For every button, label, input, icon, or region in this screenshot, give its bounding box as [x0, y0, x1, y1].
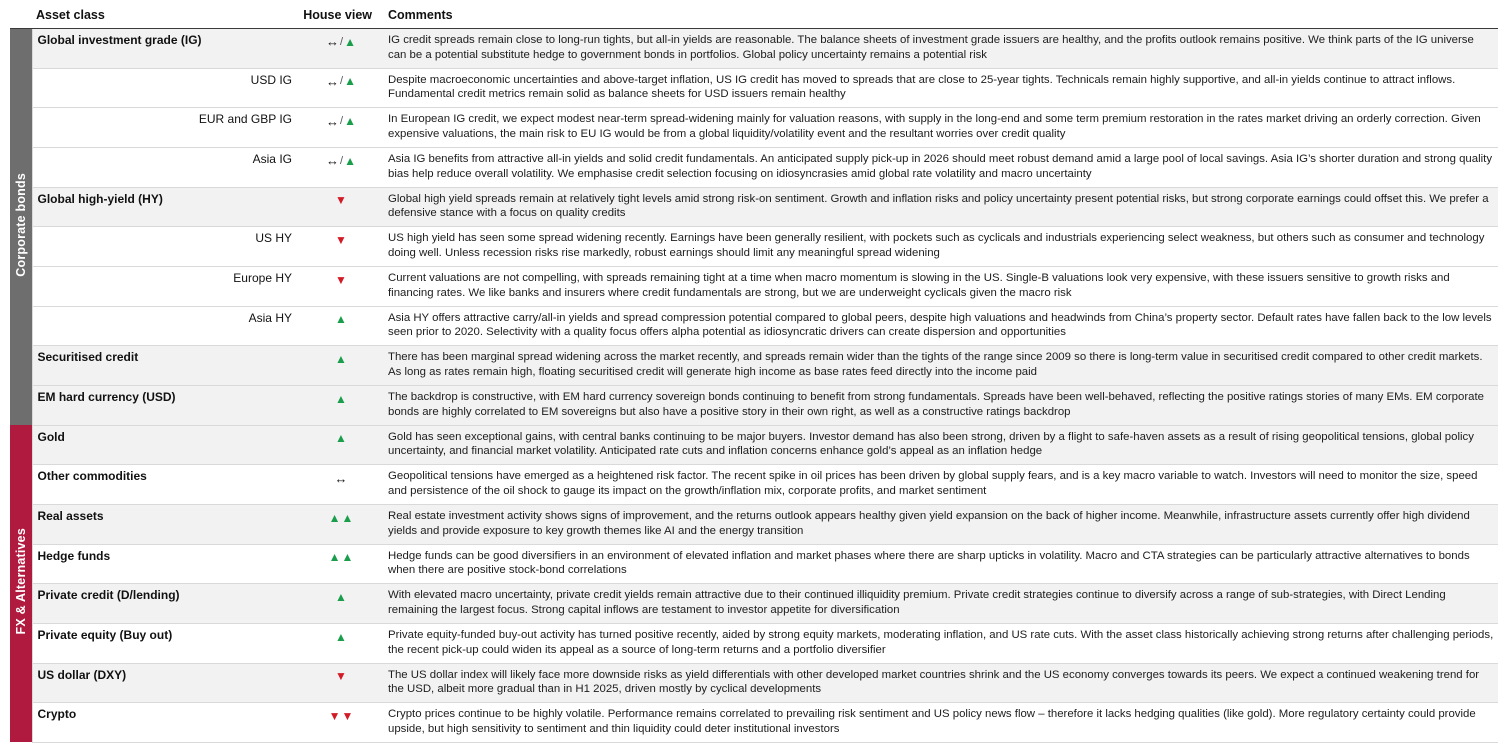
- comments-cell: In European IG credit, we expect modest near-term spread-widening mainly for valuation reasons, with supply in the long-end and some term premium restoration in the rates market driving an orderly correction. Given expensive valuations, the main risk to EU IG would be from a global liquidity/volatility event and the resultant worries over credit quality: [380, 108, 1498, 148]
- table-row: [10, 108, 1498, 148]
- house-view-table: [10, 8, 1498, 743]
- arrow-flat-icon: ↔: [326, 34, 340, 50]
- house-view-cell: [302, 465, 380, 505]
- comments-cell: Despite macroeconomic uncertainties and above-target inflation, US IG credit has moved to spreads that are close to 25-year tights. Technicals remain highly supportive, and all-in yields continue to attract inflows. Fundamental credit metrics remain solid as balance sheets for USD issuers remain healthy: [380, 68, 1498, 108]
- house-view-cell: [302, 187, 380, 227]
- table-row: [10, 227, 1498, 267]
- house-view-cell: [302, 425, 380, 465]
- table-header: [10, 8, 1498, 29]
- arrow-up-icon: ▲: [335, 352, 347, 367]
- table-row: [10, 465, 1498, 505]
- table-row: [10, 504, 1498, 544]
- house-view-cell: [302, 306, 380, 346]
- arrow-up-icon: ▲: [344, 153, 356, 168]
- table-body: [10, 29, 1498, 743]
- arrow-down-icon: ▼: [335, 272, 347, 287]
- arrow-up-icon: ▲: [335, 629, 347, 644]
- arrow-up-icon: ▲: [335, 431, 347, 446]
- arrow-down-icon: ▼: [335, 669, 347, 684]
- table-row: [10, 703, 1498, 743]
- comments-cell: Asia IG benefits from attractive all-in yields and solid credit fundamentals. An anticipated supply pick-up in 2026 should meet robust demand amid a large pool of local savings. Asia IG’s shorter duration and strong quality bias help reduce overall volatility. We emphasise credit selection focusing on idiosyncrasies amid global rate volatility and macro uncertainty: [380, 147, 1498, 187]
- house-view-cell: [302, 584, 380, 624]
- comments-cell: Real estate investment activity shows signs of improvement, and the returns outlook appears healthy given yield expansion on the back of higher income. Meanwhile, infrastructure assets currently offer high dividend yields and provide exposure to key growth themes like AI and the energy transition: [380, 504, 1498, 544]
- comments-cell: US high yield has seen some spread widening recently. Earnings have been generally resilient, with pockets such as cyclicals and industrials experiencing select weakness, but others such as consumer and technology doing well. Unless recession risks rise markedly, robust earnings should limit any meaningful spread widening: [380, 227, 1498, 267]
- asset-class-cell: Private credit (D/lending): [32, 584, 302, 624]
- group-label-corporate-bonds: Corporate bonds: [10, 29, 32, 426]
- table-row: [10, 623, 1498, 663]
- table-row: [10, 346, 1498, 386]
- house-view-cell: [302, 504, 380, 544]
- table-row: [10, 306, 1498, 346]
- asset-class-cell: Private equity (Buy out): [32, 623, 302, 663]
- table-row: [10, 187, 1498, 227]
- house-view-cell: [302, 663, 380, 703]
- header-asset-class: Asset class: [32, 8, 302, 29]
- arrow-up-icon: ▲: [335, 312, 347, 327]
- asset-class-cell: Europe HY: [32, 266, 302, 306]
- house-view-cell: [302, 68, 380, 108]
- arrow-up-icon: ▲: [344, 114, 356, 129]
- table-row: [10, 29, 1498, 69]
- header-house-view: House view: [302, 8, 380, 29]
- group-label-fx-alternatives: FX & Alternatives: [10, 425, 32, 742]
- comments-cell: IG credit spreads remain close to long-run tights, but all-in yields are reasonable. The balance sheets of investment grade issuers are healthy, and the profits outlook remains positive. We think parts of the IG universe can be a potential substitute hedge to government bonds in portfolios. Global policy uncertainty remains a potential risk: [380, 29, 1498, 69]
- arrow-down-icon: ▼: [335, 233, 347, 248]
- house-view-cell: [302, 544, 380, 584]
- comments-cell: With elevated macro uncertainty, private credit yields remain attractive due to their continued illiquidity premium. Private credit strategies continue to diversify across a range of sub-strategies, with Direct Lending remaining the largest focus. Strong capital inflows are testament to investor appetite for diversification: [380, 584, 1498, 624]
- comments-cell: Hedge funds can be good diversifiers in an environment of elevated inflation and market phases where there are sharp upticks in volatility. Macro and CTA strategies can be particularly attractive alternatives to bonds when there are positive stock-bond correlations: [380, 544, 1498, 584]
- arrow-up-icon: ▲: [335, 391, 347, 406]
- table-row: [10, 584, 1498, 624]
- asset-class-cell: US dollar (DXY): [32, 663, 302, 703]
- view-separator: /: [340, 154, 344, 167]
- asset-class-cell: EUR and GBP IG: [32, 108, 302, 148]
- comments-cell: There has been marginal spread widening across the market recently, and spreads remain wider than the tights of the range since 2009 so there is long-term value in securitised credit compared to other credit markets. As long as rates remain high, floating securitised credit will generate high income as base rates feed directly into the income paid: [380, 346, 1498, 386]
- asset-class-cell: Global investment grade (IG): [32, 29, 302, 69]
- house-view-cell: [302, 623, 380, 663]
- table-row: [10, 68, 1498, 108]
- asset-class-cell: Other commodities: [32, 465, 302, 505]
- arrow-down-icon: ▼: [335, 193, 347, 208]
- arrow-up-icon: ▲: [335, 590, 347, 605]
- house-view-cell: [302, 108, 380, 148]
- arrow-down-icon: ▼: [328, 708, 341, 723]
- table-row: [10, 266, 1498, 306]
- arrow-flat-icon: ↔: [326, 113, 340, 129]
- asset-class-cell: Securitised credit: [32, 346, 302, 386]
- arrow-up-icon: ▲: [328, 550, 341, 565]
- table-row: [10, 544, 1498, 584]
- comments-cell: Crypto prices continue to be highly volatile. Performance remains correlated to prevailing risk sentiment and US policy news flow – therefore it lacks hedging qualities (like gold). More regulatory certainty could provide upside, but high sensitivity to sentiment and thin liquidity could deter institutional investors: [380, 703, 1498, 743]
- asset-class-cell: Global high-yield (HY): [32, 187, 302, 227]
- arrow-flat-icon: ↔: [326, 73, 340, 89]
- table-row: [10, 147, 1498, 187]
- house-view-cell: [302, 147, 380, 187]
- house-view-cell: [302, 266, 380, 306]
- comments-cell: Geopolitical tensions have emerged as a heightened risk factor. The recent spike in oil prices has been driven by global supply fears, and is a key macro variable to watch. Investors will need to monitor the size, speed and persistence of the oil shock to gauge its impact on the growth/inflation mix, corporate profits, and market sentiment: [380, 465, 1498, 505]
- asset-class-cell: Asia IG: [32, 147, 302, 187]
- comments-cell: Gold has seen exceptional gains, with central banks continuing to be major buyers. Investor demand has also been strong, driven by a flight to safe-haven assets as a result of rising geopolitical tensions, global policy uncertainty, and financial market volatility. Anticipated rate cuts and inflation concerns enhance gold’s appeal as an inflation hedge: [380, 425, 1498, 465]
- arrow-up-icon: ▲: [328, 510, 341, 525]
- table-row: [10, 385, 1498, 425]
- comments-cell: Current valuations are not compelling, with spreads remaining tight at a time when macro momentum is slowing in the US. Single-B valuations look very expensive, with these issuers sensitive to growth risks and financing rates. We like banks and insurers where credit fundamentals are strong, but we are underweight cyclicals given the macro risk: [380, 266, 1498, 306]
- house-view-cell: [302, 227, 380, 267]
- view-separator: /: [340, 75, 344, 88]
- arrow-up-icon: ▲: [344, 34, 356, 49]
- asset-class-cell: USD IG: [32, 68, 302, 108]
- view-separator: /: [340, 35, 344, 48]
- asset-class-cell: Gold: [32, 425, 302, 465]
- arrow-flat-icon: ↔: [326, 153, 340, 169]
- asset-class-cell: EM hard currency (USD): [32, 385, 302, 425]
- house-view-cell: [302, 29, 380, 69]
- arrow-flat-icon: ↔: [334, 470, 348, 486]
- comments-cell: Private equity-funded buy-out activity has turned positive recently, aided by strong equity markets, moderating inflation, and US rate cuts. With the asset class historically achieving strong returns after challenging periods, the recent pick-up could widen its appeal as a source of long-term returns and a portfolio diversifier: [380, 623, 1498, 663]
- arrow-up-icon: ▲: [341, 550, 354, 565]
- arrow-up-icon: ▲: [344, 74, 356, 89]
- header-spine: [10, 8, 32, 29]
- asset-class-cell: US HY: [32, 227, 302, 267]
- view-separator: /: [340, 115, 344, 128]
- comments-cell: The US dollar index will likely face more downside risks as yield differentials with other developed market countries shrink and the US economy converges towards its peers. We expect a continued weakening trend for the USD, albeit more gradual than in H1 2025, driven mostly by cyclical developments: [380, 663, 1498, 703]
- arrow-up-icon: ▲: [341, 510, 354, 525]
- comments-cell: Global high yield spreads remain at relatively tight levels amid strong risk-on sentiment. Growth and inflation risks and policy uncertainty present potential risks, but strong corporate earnings could offset this. We prefer a defensive stance with a focus on quality credits: [380, 187, 1498, 227]
- header-comments: Comments: [380, 8, 1498, 29]
- table-row: [10, 663, 1498, 703]
- asset-class-cell: Asia HY: [32, 306, 302, 346]
- comments-cell: Asia HY offers attractive carry/all-in yields and spread compression potential compared to global peers, despite high valuations and headwinds from China’s property sector. Default rates have fallen back to the low levels seen prior to 2020. Selectivity with a quality focus offers alpha potential as idiosyncratic drivers can create dispersion and opportunities: [380, 306, 1498, 346]
- comments-cell: The backdrop is constructive, with EM hard currency sovereign bonds continuing to benefit from strong fundamentals. Spreads have been well-behaved, reflecting the positive ratings stories of many EMs. EM corporate bonds are highly correlated to EM sovereigns but also have a positive story in their own right, as well as a constructive ratings backdrop: [380, 385, 1498, 425]
- house-view-cell: [302, 346, 380, 386]
- house-view-cell: [302, 385, 380, 425]
- house-view-cell: [302, 703, 380, 743]
- asset-class-cell: Real assets: [32, 504, 302, 544]
- arrow-down-icon: ▼: [341, 708, 354, 723]
- asset-class-cell: Hedge funds: [32, 544, 302, 584]
- table-row: [10, 425, 1498, 465]
- asset-class-cell: Crypto: [32, 703, 302, 743]
